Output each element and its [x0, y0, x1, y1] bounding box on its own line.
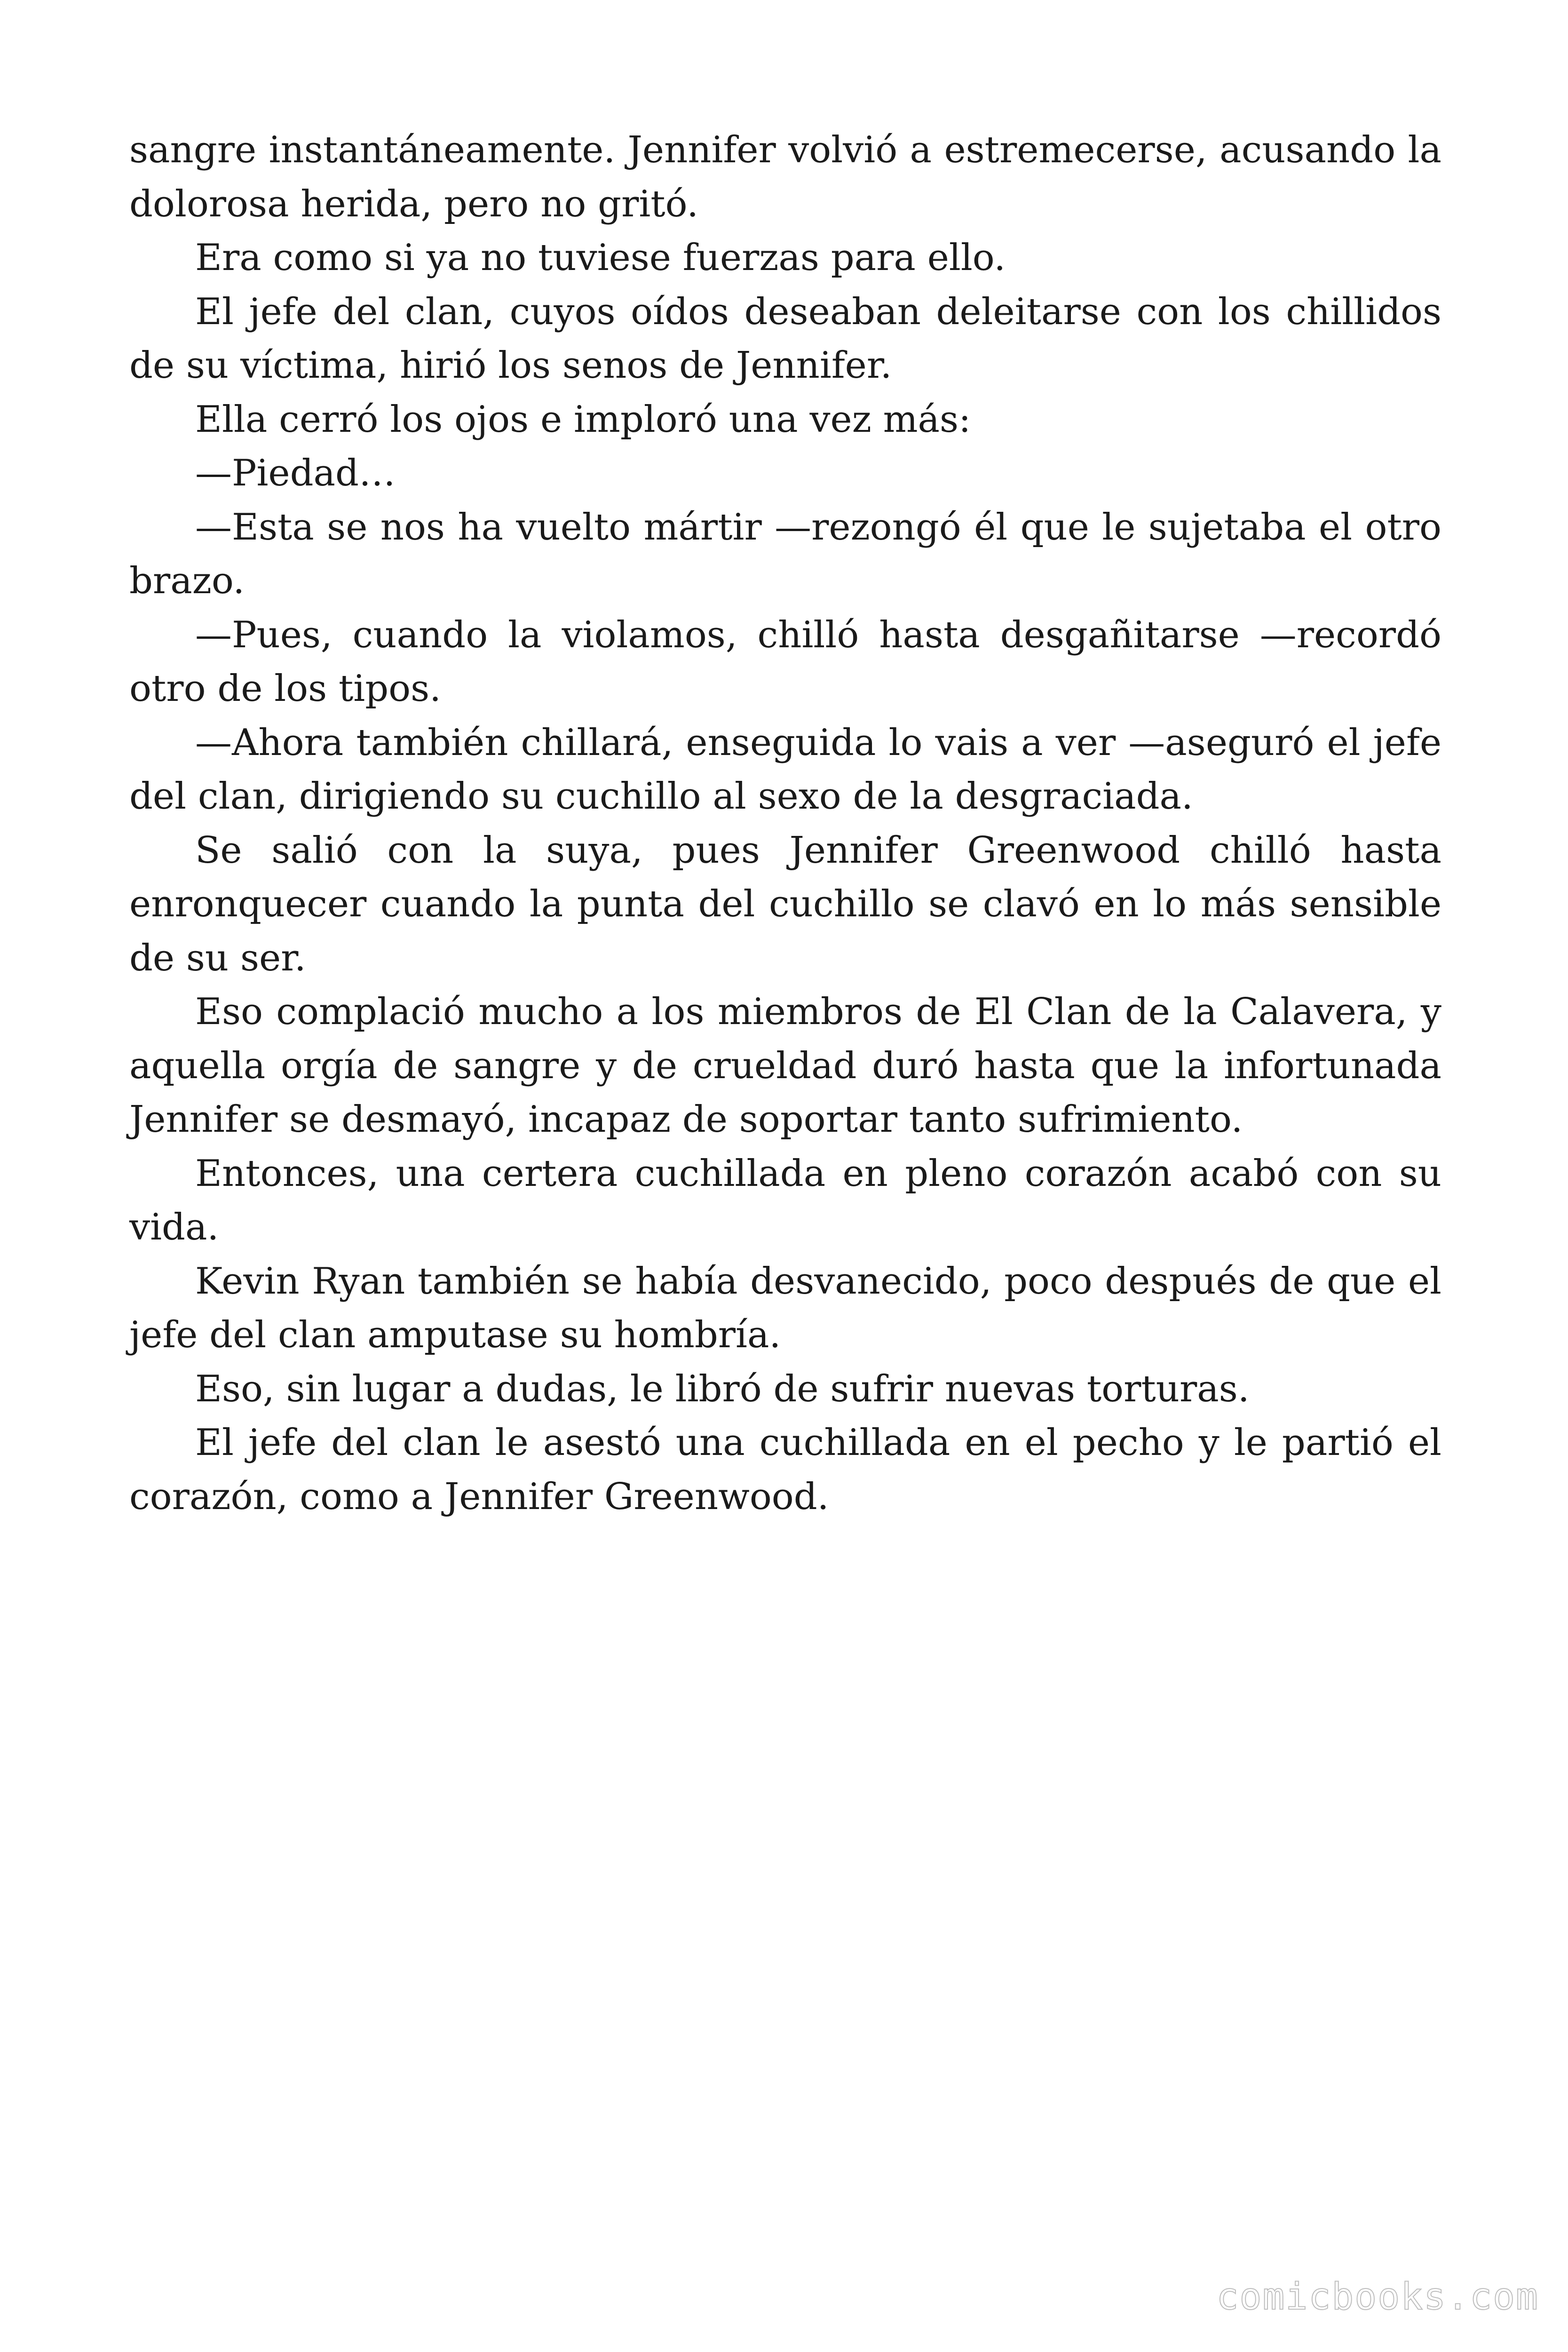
- page-body: [129, 123, 1441, 1524]
- paragraph: —Pues, cuando la violamos, chilló hasta desgañitarse —recordó otro de los tipos.: [129, 613, 1441, 710]
- paragraph: Ella cerró los ojos e imploró una vez más:: [195, 398, 971, 441]
- paragraph: Era como si ya no tuviese fuerzas para ello.: [195, 237, 1006, 279]
- paragraph: Eso complació mucho a los miembros de El Clan de la Calavera, y aquella orgía de sangre y de crueldad duró hasta que la infortunada Jennifer se desmayó, incapaz de soportar tanto sufrimiento.: [129, 991, 1441, 1141]
- paragraph: Se salió con la suya, pues Jennifer Greenwood chilló hasta enronquecer cuando la punta del cuchillo se clavó en lo más sensible de su ser.: [129, 829, 1441, 979]
- paragraph: Eso, sin lugar a dudas, le libró de sufrir nuevas torturas.: [195, 1367, 1250, 1410]
- paragraph: Kevin Ryan también se había desvanecido, poco después de que el jefe del clan amputase su hombría.: [129, 1260, 1441, 1356]
- paragraph: —Piedad…: [195, 452, 396, 494]
- paragraph: El jefe del clan, cuyos oídos deseaban deleitarse con los chillidos de su víctima, hirió los senos de Jennifer.: [129, 290, 1441, 387]
- watermark: comicbooks.com: [1216, 2276, 1539, 2318]
- paragraph: Entonces, una certera cuchillada en pleno corazón acabó con su vida.: [129, 1152, 1441, 1248]
- paragraph: El jefe del clan le asestó una cuchillada en el pecho y le partió el corazón, como a Jennifer Greenwood.: [129, 1422, 1441, 1518]
- paragraph: —Esta se nos ha vuelto mártir —rezongó él que le sujetaba el otro brazo.: [129, 506, 1441, 602]
- paragraph: —Ahora también chillará, enseguida lo vais a ver —aseguró el jefe del clan, dirigiendo su cuchillo al sexo de la desgraciada.: [129, 721, 1441, 818]
- paragraph: sangre instantáneamente. Jennifer volvió a estremecerse, acusando la dolorosa herida, pero no gritó.: [129, 129, 1441, 225]
